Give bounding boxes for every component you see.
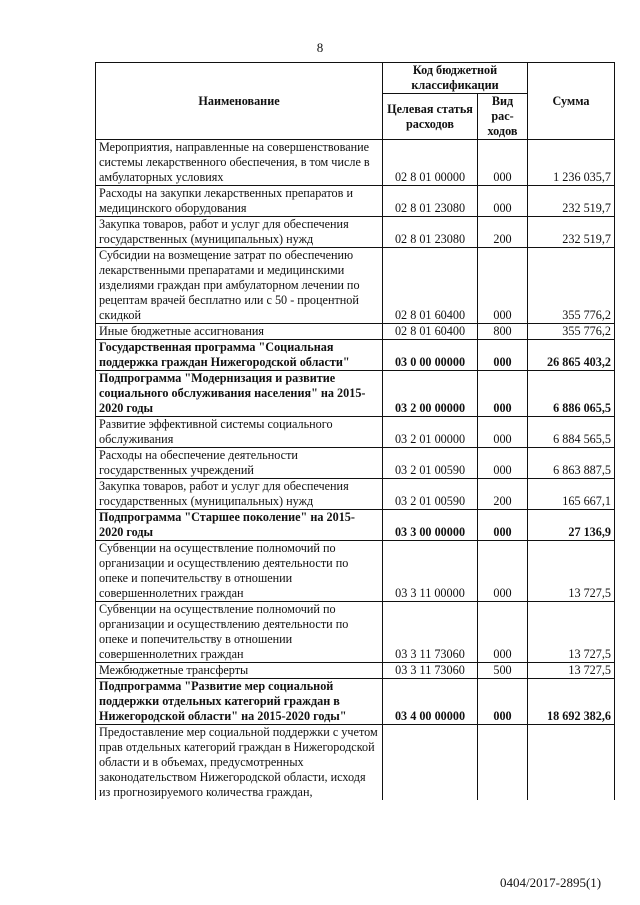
row-code: 02 8 01 00000 bbox=[383, 140, 478, 186]
row-name: Субвенции на осуществление полномочий по организации и осуществлению деятельности по опеке и попечительству в отношении совершеннолетних граждан bbox=[96, 541, 383, 602]
table-row bbox=[96, 340, 615, 371]
table-header bbox=[96, 63, 615, 140]
header-code-vid: Вид рас-ходов bbox=[478, 94, 528, 140]
row-sum: 13 727,5 bbox=[528, 541, 615, 602]
header-name: Наименование bbox=[96, 63, 383, 140]
row-code bbox=[383, 725, 478, 801]
header-sum: Сумма bbox=[528, 63, 615, 140]
row-name: Предоставление мер социальной поддержки с учетом прав отдельных категорий граждан в Нижегородской области и в объемах, предусмотренных законодательством Нижегородской области, исходя из прогнозируемого количества граждан, bbox=[96, 725, 383, 801]
document-id: 0404/2017-2895(1) bbox=[500, 875, 602, 890]
row-vid: 000 bbox=[478, 340, 528, 371]
table-row bbox=[96, 479, 615, 510]
row-code: 03 2 01 00000 bbox=[383, 417, 478, 448]
row-sum: 355 776,2 bbox=[528, 324, 615, 340]
row-name: Подпрограмма "Модернизация и развитие социального обслуживания населения" на 2015-2020 годы bbox=[96, 371, 383, 417]
row-name: Государственная программа "Социальная поддержка граждан Нижегородской области" bbox=[96, 340, 383, 371]
table-row bbox=[96, 510, 615, 541]
row-vid: 000 bbox=[478, 371, 528, 417]
row-code: 03 0 00 00000 bbox=[383, 340, 478, 371]
header-code-target: Целевая статья расходов bbox=[383, 94, 478, 140]
row-vid: 800 bbox=[478, 324, 528, 340]
row-sum: 13 727,5 bbox=[528, 602, 615, 663]
row-name: Расходы на обеспечение деятельности государственных учреждений bbox=[96, 448, 383, 479]
page-number: 8 bbox=[316, 40, 324, 55]
row-sum: 6 863 887,5 bbox=[528, 448, 615, 479]
row-sum: 6 886 065,5 bbox=[528, 371, 615, 417]
row-name: Расходы на закупки лекарственных препаратов и медицинского оборудования bbox=[96, 186, 383, 217]
row-name: Закупка товаров, работ и услуг для обеспечения государственных (муниципальных) нужд bbox=[96, 217, 383, 248]
row-vid: 500 bbox=[478, 663, 528, 679]
row-sum: 26 865 403,2 bbox=[528, 340, 615, 371]
row-sum: 232 519,7 bbox=[528, 217, 615, 248]
row-name: Иные бюджетные ассигнования bbox=[96, 324, 383, 340]
row-name: Субвенции на осуществление полномочий по организации и осуществлению деятельности по опеке и попечительству в отношении совершеннолетних граждан bbox=[96, 602, 383, 663]
row-vid: 200 bbox=[478, 479, 528, 510]
budget-table bbox=[95, 62, 615, 800]
row-sum: 18 692 382,6 bbox=[528, 679, 615, 725]
row-vid: 000 bbox=[478, 510, 528, 541]
row-code: 03 3 00 00000 bbox=[383, 510, 478, 541]
row-vid: 000 bbox=[478, 541, 528, 602]
row-vid: 000 bbox=[478, 248, 528, 324]
row-vid: 000 bbox=[478, 679, 528, 725]
row-name: Развитие эффективной системы социального обслуживания bbox=[96, 417, 383, 448]
row-code: 03 3 11 00000 bbox=[383, 541, 478, 602]
row-code: 03 3 11 73060 bbox=[383, 663, 478, 679]
table-row bbox=[96, 663, 615, 679]
row-code: 03 4 00 00000 bbox=[383, 679, 478, 725]
row-vid bbox=[478, 725, 528, 801]
table-row bbox=[96, 602, 615, 663]
table-row bbox=[96, 541, 615, 602]
row-vid: 200 bbox=[478, 217, 528, 248]
row-name: Субсидии на возмещение затрат по обеспечению лекарственными препаратами и медицинскими изделиями граждан при амбулаторном лечении по рецептам врачей бесплатно или с 50 - процентной скидкой bbox=[96, 248, 383, 324]
table-row bbox=[96, 725, 615, 801]
row-vid: 000 bbox=[478, 140, 528, 186]
row-sum: 13 727,5 bbox=[528, 663, 615, 679]
table-row bbox=[96, 417, 615, 448]
table-row bbox=[96, 186, 615, 217]
row-sum: 1 236 035,7 bbox=[528, 140, 615, 186]
row-code: 03 2 00 00000 bbox=[383, 371, 478, 417]
row-sum: 6 884 565,5 bbox=[528, 417, 615, 448]
row-code: 03 2 01 00590 bbox=[383, 448, 478, 479]
row-name: Подпрограмма "Развитие мер социальной поддержки отдельных категорий граждан в Нижегородской области" на 2015-2020 годы" bbox=[96, 679, 383, 725]
row-code: 02 8 01 60400 bbox=[383, 324, 478, 340]
row-sum bbox=[528, 725, 615, 801]
table-row bbox=[96, 448, 615, 479]
row-sum: 232 519,7 bbox=[528, 186, 615, 217]
row-name: Закупка товаров, работ и услуг для обеспечения государственных (муниципальных) нужд bbox=[96, 479, 383, 510]
row-sum: 355 776,2 bbox=[528, 248, 615, 324]
table-row bbox=[96, 324, 615, 340]
table-row bbox=[96, 140, 615, 186]
table-row bbox=[96, 248, 615, 324]
row-code: 02 8 01 60400 bbox=[383, 248, 478, 324]
row-name: Межбюджетные трансферты bbox=[96, 663, 383, 679]
row-code: 03 3 11 73060 bbox=[383, 602, 478, 663]
table-row bbox=[96, 371, 615, 417]
row-code: 03 2 01 00590 bbox=[383, 479, 478, 510]
row-code: 02 8 01 23080 bbox=[383, 186, 478, 217]
row-sum: 165 667,1 bbox=[528, 479, 615, 510]
table-body bbox=[96, 140, 615, 801]
row-vid: 000 bbox=[478, 448, 528, 479]
header-code-group: Код бюджетной классификации bbox=[383, 63, 528, 94]
row-vid: 000 bbox=[478, 602, 528, 663]
row-name: Мероприятия, направленные на совершенствование системы лекарственного обеспечения, в том числе в амбулаторных условиях bbox=[96, 140, 383, 186]
row-sum: 27 136,9 bbox=[528, 510, 615, 541]
row-code: 02 8 01 23080 bbox=[383, 217, 478, 248]
table-row bbox=[96, 679, 615, 725]
row-name: Подпрограмма "Старшее поколение" на 2015-2020 годы bbox=[96, 510, 383, 541]
row-vid: 000 bbox=[478, 186, 528, 217]
row-vid: 000 bbox=[478, 417, 528, 448]
table-row bbox=[96, 217, 615, 248]
